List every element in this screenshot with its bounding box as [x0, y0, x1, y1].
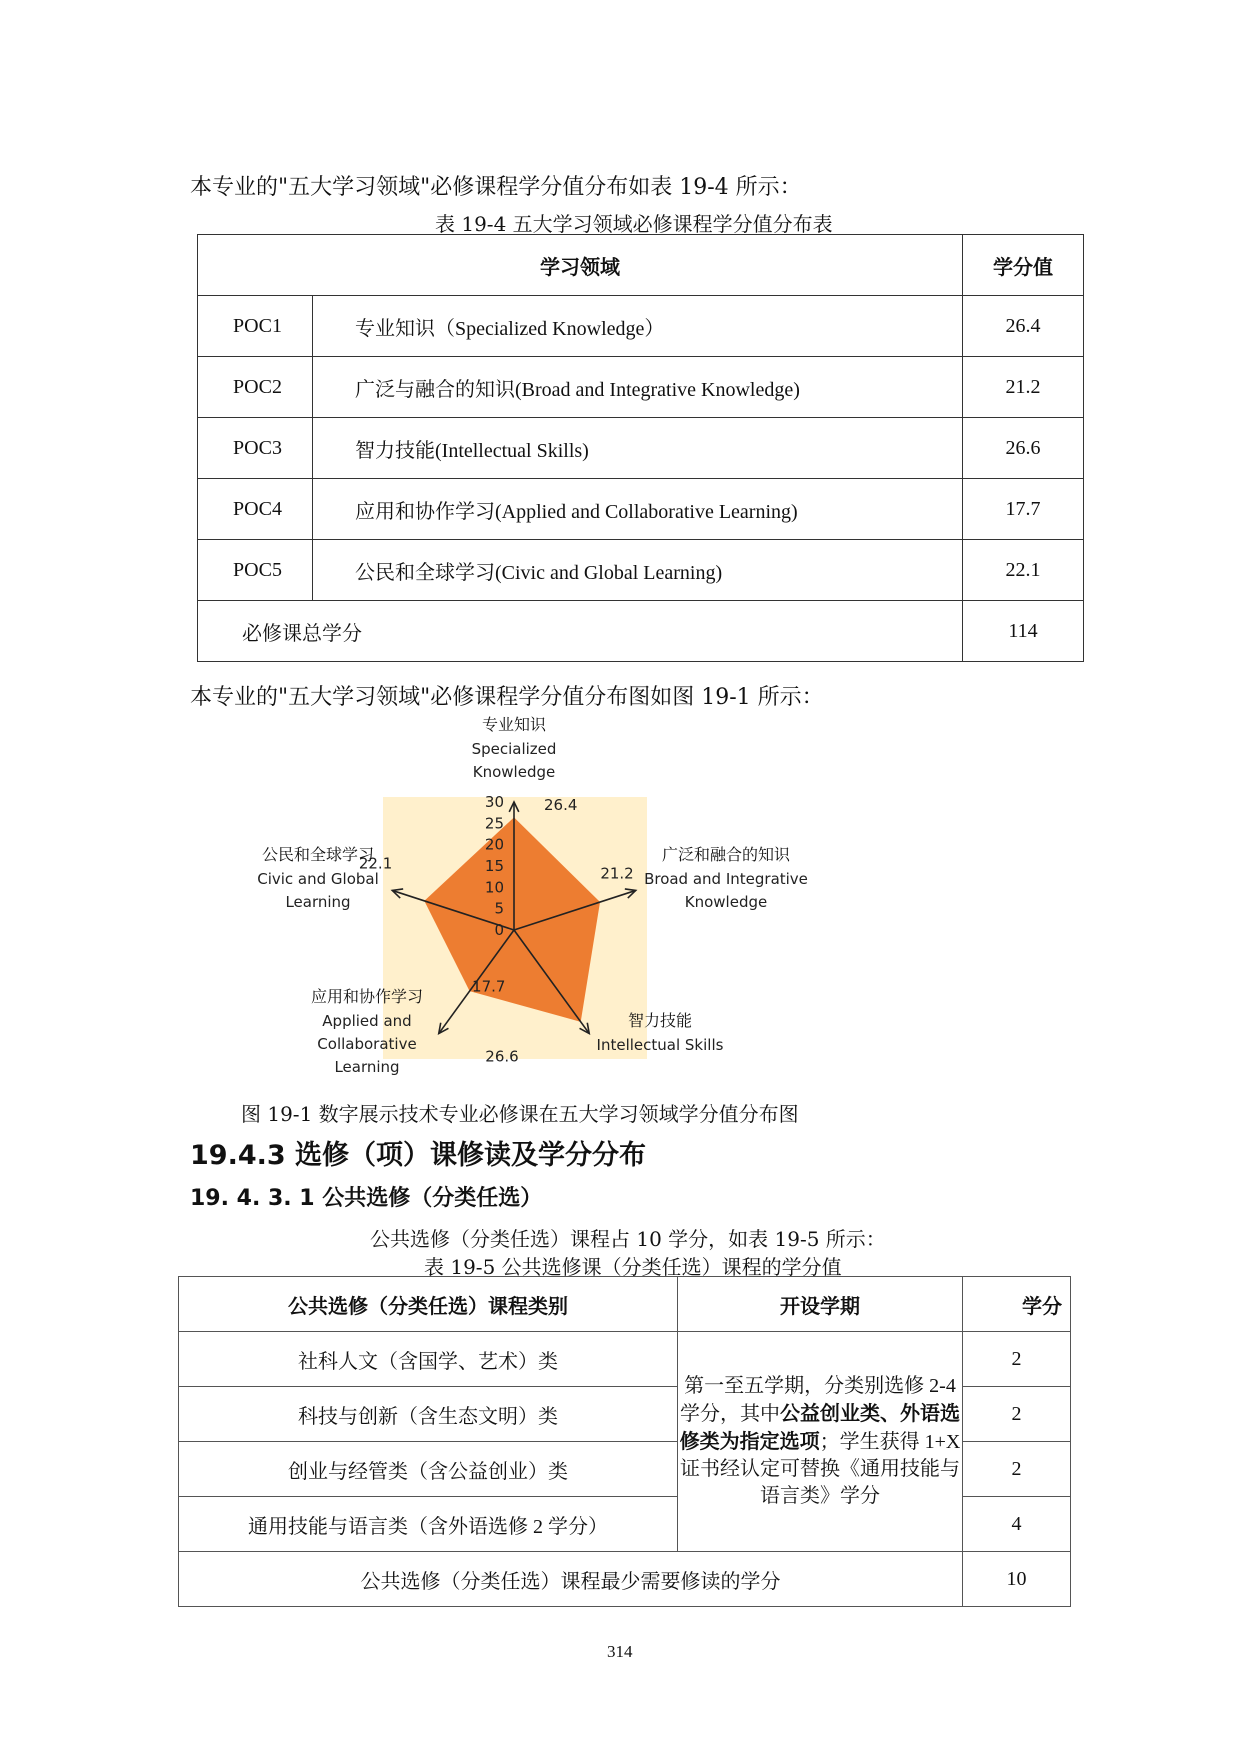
table1-total-row: [198, 601, 1084, 662]
tick-label: 0: [494, 921, 504, 939]
category-label-en: Learning: [285, 893, 351, 911]
tick-label: 10: [484, 878, 504, 897]
category-label-en: Learning: [334, 1058, 400, 1076]
tick-label: 25: [484, 814, 504, 833]
total-value: 10: [963, 1552, 1071, 1607]
table-row: [179, 1332, 1071, 1387]
row-code: POC2: [198, 357, 313, 418]
section-heading: 19.4.3 选修（项）课修读及学分分布: [190, 1140, 647, 1171]
table2-header-credit: 学分: [963, 1277, 1071, 1332]
category-label-en: Civic and Global: [257, 870, 379, 888]
figure-caption: 图 19-1 数字展示技术专业必修课在五大学习领域学分值分布图: [241, 1102, 799, 1126]
page-number: 314: [607, 1642, 633, 1661]
row-category: 科技与创新（含生态文明）类: [179, 1387, 678, 1442]
table2-header-semester: 开设学期: [678, 1277, 963, 1332]
row-value: 17.7: [963, 479, 1084, 540]
table2-total-row: [179, 1552, 1071, 1607]
row-category: 创业与经管类（含公益创业）类: [179, 1442, 678, 1497]
category-label-cn: 智力技能: [627, 1011, 693, 1030]
value-label: 17.7: [472, 977, 506, 996]
tick-label: 20: [484, 835, 504, 854]
table1-header-value: 学分值: [963, 235, 1084, 296]
row-credit: 2: [963, 1442, 1071, 1497]
row-code: POC5: [198, 540, 313, 601]
category-label-en: Intellectual Skills: [596, 1036, 724, 1054]
value-label: 26.6: [485, 1047, 519, 1066]
table1-header-row: [198, 235, 1084, 296]
table2-header-row: [179, 1277, 1071, 1332]
tick-label: 30: [484, 793, 504, 811]
table-row: [198, 479, 1084, 540]
semester-note-part2: ；学生获得 1+X 证书经认定可替换《通用技能与语言类》学分: [680, 1431, 961, 1507]
table2-caption: 表 19-5 公共选修课（分类任选）课程的学分值: [424, 1255, 842, 1279]
row-domain: 应用和协作学习(Applied and Collaborative Learning): [313, 479, 963, 540]
semester-note-part1: 第一至五学期，分类别选修 2-4 学分，其中: [680, 1375, 956, 1425]
category-label-cn: 应用和协作学习: [310, 987, 424, 1006]
tick-label: 5: [494, 899, 504, 918]
row-code: POC1: [198, 296, 313, 357]
intro-paragraph-chart: 本专业的"五大学习领域"必修课程学分值分布图如图 19-1 所示：: [190, 685, 824, 710]
table2-header-category: 公共选修（分类任选）课程类别: [179, 1277, 678, 1332]
category-label-en: Specialized: [471, 740, 557, 758]
semester-note: [678, 1332, 963, 1552]
row-domain: 智力技能(Intellectual Skills): [313, 418, 963, 479]
row-domain: 公民和全球学习(Civic and Global Learning): [313, 540, 963, 601]
intro-paragraph-table2: 公共选修（分类任选）课程占 10 学分，如表 19-5 所示：: [370, 1227, 886, 1251]
row-credit: 2: [963, 1332, 1071, 1387]
table-row: [198, 296, 1084, 357]
tick-label: 15: [484, 857, 504, 875]
category-label-en: Broad and Integrative: [644, 870, 808, 888]
row-value: 21.2: [963, 357, 1084, 418]
radar-chart: [0, 700, 1240, 1100]
table-row: [198, 540, 1084, 601]
category-label: [257, 845, 379, 911]
total-value: 114: [963, 601, 1084, 662]
row-code: POC4: [198, 479, 313, 540]
category-label-cn: 专业知识: [481, 715, 547, 734]
category-label-en: Applied and: [322, 1012, 412, 1030]
row-value: 26.4: [963, 296, 1084, 357]
row-value: 26.6: [963, 418, 1084, 479]
table-public-electives: [178, 1276, 1071, 1607]
row-domain: 广泛与融合的知识(Broad and Integrative Knowledge): [313, 357, 963, 418]
table1-header-domain: 学习领域: [198, 235, 963, 296]
value-label: 21.2: [600, 864, 634, 883]
intro-paragraph-table: 本专业的"五大学习领域"必修课程学分值分布如表 19-4 所示：: [190, 175, 802, 200]
semester-note-bold: 公益创业类、外语选修类为指定选项: [679, 1401, 960, 1453]
category-label-cn: 公民和全球学习: [261, 845, 375, 864]
category-label-en: Knowledge: [684, 893, 768, 911]
value-label: 26.4: [544, 796, 578, 814]
table1-caption: 表 19-4 五大学习领域必修课程学分值分布表: [435, 212, 833, 236]
category-label: [644, 845, 808, 911]
category-label-en: Knowledge: [472, 763, 556, 781]
total-label: 必修课总学分: [198, 601, 963, 662]
value-label: 22.1: [358, 854, 393, 873]
table-row: [198, 357, 1084, 418]
category-label-en: Collaborative: [317, 1035, 417, 1053]
category-label: [472, 715, 557, 781]
total-label: 公共选修（分类任选）课程最少需要修读的学分: [179, 1552, 963, 1607]
row-category: 社科人文（含国学、艺术）类: [179, 1332, 678, 1387]
row-category: 通用技能与语言类（含外语选修 2 学分）: [179, 1497, 678, 1552]
subsection-heading: 19. 4. 3. 1 公共选修（分类任选）: [190, 1186, 543, 1211]
category-label-cn: 广泛和融合的知识: [661, 845, 791, 864]
row-credit: 4: [963, 1497, 1071, 1552]
table-row: [198, 418, 1084, 479]
row-domain: 专业知识（Specialized Knowledge）: [313, 296, 963, 357]
row-code: POC3: [198, 418, 313, 479]
row-value: 22.1: [963, 540, 1084, 601]
table-credit-distribution: [197, 234, 1084, 662]
row-credit: 2: [963, 1387, 1071, 1442]
